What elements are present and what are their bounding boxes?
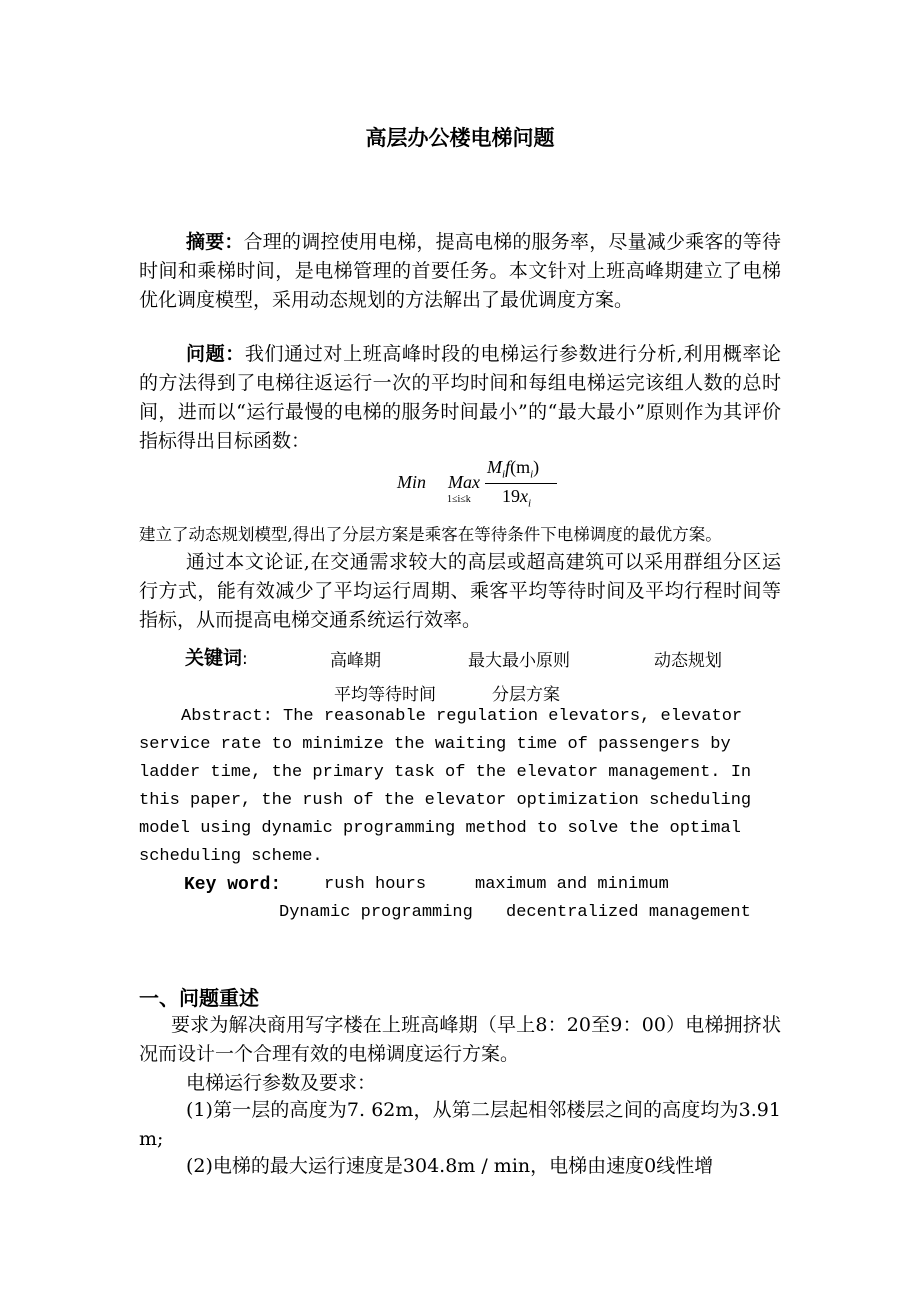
- formula-fraction-bar: [485, 483, 557, 484]
- formula-num-close: ): [533, 457, 540, 477]
- abstract-en-line: [181, 703, 742, 731]
- conclusion-paragraph: 通过本文论证,在交通需求较大的高层或超高建筑可以采用群组分区运行方式，能有效减少了平均运行周期、乘客平均等待时间及平均行程时间等指标，从而提高电梯交通系统运行效率。: [139, 551, 781, 631]
- section-heading: 一、问题重述: [139, 986, 259, 1010]
- abstract-cn-paragraph: [139, 228, 781, 315]
- keywords-cn-colon: :: [242, 649, 248, 669]
- formula-num-sub-i: i: [502, 468, 506, 481]
- abstract-en-line: scheduling scheme.: [139, 847, 323, 866]
- problem-paragraph: [139, 340, 781, 456]
- abstract-en-text: The reasonable regulation elevators, elevator: [272, 707, 743, 726]
- problem-label: 问题：: [186, 343, 245, 365]
- keyword-en-item: Dynamic programming: [279, 903, 473, 922]
- abstract-en-line: service rate to minimize the waiting time of passengers by: [139, 735, 731, 754]
- keywords-cn-label: 关键词: [185, 647, 243, 669]
- abstract-en-label: Abstract:: [181, 707, 273, 726]
- abstract-en-line: this paper, the rush of the elevator optimization scheduling: [139, 791, 752, 810]
- keyword-cn-item: 动态规划: [654, 651, 722, 671]
- model-sentence: 建立了动态规划模型,得出了分层方案是乘客在等待条件下电梯调度的最优方案。: [139, 525, 722, 544]
- abstract-cn-text: 合理的调控使用电梯，提高电梯的服务率，尽量减少乘客的等待时间和乘梯时间，是电梯管理的首要任务。本文针对上班高峰期建立了电梯优化调度模型，采用动态规划的方法解出了最优调度方案。: [139, 231, 781, 311]
- section1-paragraph: 要求为解决商用写字楼在上班高峰期（早上8：20至9：00）电梯拥挤状况而设计一个合理有效的电梯调度运行方案。: [139, 1014, 781, 1065]
- problem-text: 我们通过对上班高峰时段的电梯运行参数进行分析,利用概率论的方法得到了电梯往返运行一次的平均时间和每组电梯运完该组人数的总时间，进而以“运行最慢的电梯的服务时间最小”的“最大最小”原则作为其评价指标得出目标函数：: [139, 343, 781, 452]
- keywords-cn-heading: [185, 643, 248, 670]
- formula-den-x: x: [520, 486, 528, 506]
- abstract-en-line: model using dynamic programming method to solve the optimal: [139, 819, 741, 838]
- formula-num-f: f: [505, 457, 511, 477]
- paper-title: 高层办公楼电梯问题: [365, 126, 555, 150]
- keyword-en-item: maximum and minimum: [475, 875, 669, 894]
- abstract-en-line: ladder time, the primary task of the elevator management. In: [139, 763, 752, 782]
- formula-subscript: 1≤i≤k: [447, 494, 471, 505]
- objective-formula: [395, 455, 595, 515]
- keyword-cn-item: 分层方案: [492, 685, 560, 705]
- keyword-cn-item: 最大最小原则: [468, 651, 570, 671]
- keyword-cn-item: 平均等待时间: [334, 685, 436, 705]
- keyword-cn-item: 高峰期: [330, 651, 381, 671]
- formula-denominator: [502, 486, 531, 510]
- section1-paragraph: 电梯运行参数及要求：: [186, 1072, 377, 1094]
- formula-numerator: [487, 457, 539, 481]
- keywords-en-label: Key word:: [184, 875, 282, 895]
- keyword-en-item: rush hours: [324, 875, 427, 894]
- section1-paragraph: (2)电梯的最大运行速度是304.8m / min，电梯由速度0线性增: [186, 1155, 714, 1177]
- formula-num-m: (m: [510, 457, 531, 477]
- formula-num-M: M: [487, 457, 502, 477]
- formula-den-num: 19: [502, 486, 520, 506]
- section1-paragraph: (1)第一层的高度为7. 62m，从第二层起相邻楼层之间的高度均为3.91 m;: [139, 1099, 781, 1150]
- formula-max: Max: [448, 472, 480, 492]
- abstract-cn-label: 摘要：: [186, 231, 244, 253]
- formula-den-sub-i: i: [528, 497, 532, 510]
- formula-num-sub-mi: i: [530, 468, 534, 481]
- formula-min: Min: [397, 472, 426, 492]
- keyword-en-item: decentralized management: [506, 903, 751, 922]
